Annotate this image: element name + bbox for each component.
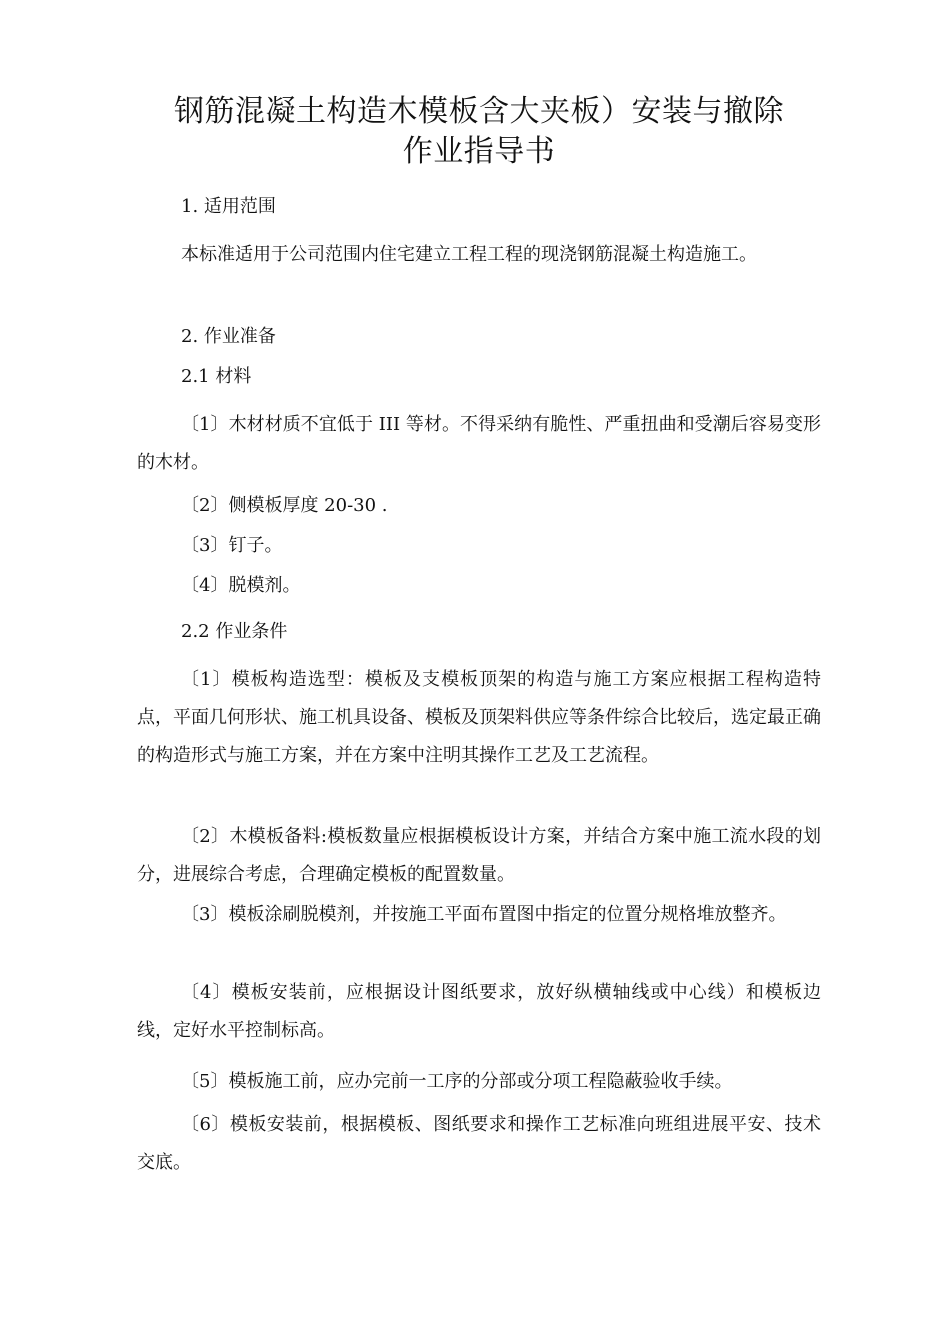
conditions-item-5: 〔5〕模板施工前，应办完前一工序的分部或分项工程隐蔽验收手续。 xyxy=(181,1071,733,1092)
materials-item-3: 〔3〕钉子。 xyxy=(181,535,283,556)
section-heading-scope: 1. 适用范围 xyxy=(181,196,276,217)
subsection-heading-materials: 2.1 材料 xyxy=(181,366,252,387)
document-title-line2: 作业指导书 xyxy=(402,134,556,169)
materials-item-1: 〔1〕木材材质不宜低于 III 等材。不得采纳有脆性、严重扭曲和受潮后容易变形的木材。 xyxy=(137,414,821,473)
conditions-item-6: 〔6〕模板安装前，根据模板、图纸要求和操作工艺标准向班组进展平安、技术交底。 xyxy=(137,1114,821,1173)
materials-item-4: 〔4〕脱模剂。 xyxy=(181,575,301,596)
conditions-item-2: 〔2〕木模板备料:模板数量应根据模板设计方案，并结合方案中施工流水段的划分，进展综合考虑，合理确定模板的配置数量。 xyxy=(137,826,821,885)
conditions-item-1: 〔1〕模板构造选型：模板及支模板顶架的构造与施工方案应根据工程构造特点，平面几何形状、施工机具设备、模板及顶架料供应等条件综合比较后，选定最正确的构造形式与施工方案，并在方案中注明其操作工艺及工艺流程。 xyxy=(137,669,821,766)
conditions-item-4: 〔4〕模板安装前，应根据设计图纸要求，放好纵横轴线或中心线）和模板边线，定好水平控制标高。 xyxy=(137,982,821,1041)
section-heading-preparation: 2. 作业准备 xyxy=(181,326,276,347)
section-body-scope: 本标准适用于公司范围内住宅建立工程工程的现浇钢筋混凝土构造施工。 xyxy=(181,244,757,265)
materials-item-2: 〔2〕侧模板厚度 20-30 . xyxy=(181,495,388,516)
conditions-item-3: 〔3〕模板涂刷脱模剂，并按施工平面布置图中指定的位置分规格堆放整齐。 xyxy=(181,904,787,925)
subsection-heading-conditions: 2.2 作业条件 xyxy=(181,621,288,642)
document-title-line1: 钢筋混凝土构造木模板含大夹板）安装与撤除 xyxy=(174,94,784,129)
